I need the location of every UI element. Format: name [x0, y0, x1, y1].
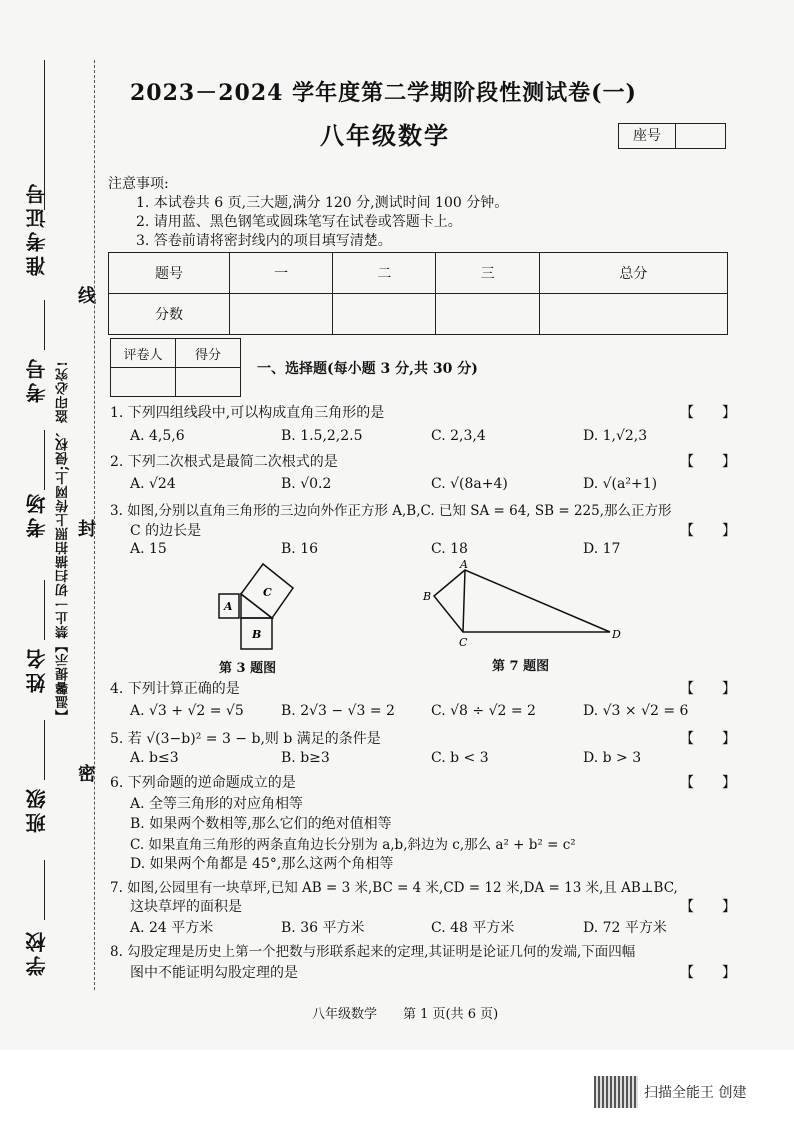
notes-heading: 注意事项:	[108, 176, 169, 192]
exam-subtitle: 八年级数学	[320, 121, 450, 150]
q2-option-a[interactable]: A. √24	[130, 476, 176, 492]
section-1-title: 一、选择题(每小题 3 分,共 30 分)	[257, 361, 478, 377]
q6-answer-bracket[interactable]: 【 】	[680, 775, 736, 791]
figure-7	[420, 560, 625, 650]
q1-stem: 1. 下列四组线段中,可以构成直角三角形的是	[110, 405, 385, 421]
page-footer: 八年级数学 第 1 页(共 6 页)	[312, 1007, 499, 1022]
scanner-watermark	[594, 1076, 746, 1108]
q2-answer-bracket[interactable]: 【 】	[680, 454, 736, 470]
score-cell[interactable]	[436, 294, 539, 335]
grader-table	[110, 338, 241, 397]
q3-stem: 3. 如图,分别以直角三角形的三边向外作正方形 A,B,C. 已知 SA = 64, SB = 225,那么正方形	[110, 503, 672, 519]
fig7-diagonal	[463, 570, 465, 632]
q1-option-b[interactable]: B. 1.5,2,2.5	[281, 428, 363, 444]
notes	[108, 175, 508, 251]
q3-answer-bracket[interactable]: 【 】	[680, 523, 736, 539]
room-underline	[44, 430, 45, 490]
school-label: 学校	[25, 928, 49, 976]
q2-option-c[interactable]: C. √(8a+4)	[431, 476, 508, 492]
q2-stem: 2. 下列二次根式是最简二次根式的是	[110, 454, 338, 470]
q6-option-c[interactable]: C. 如果直角三角形的两条直角边长分别为 a,b,斜边为 c,那么 a² + b² = c²	[130, 837, 576, 853]
score-header-cell: 一	[230, 253, 333, 294]
exam-no-label: 考号	[25, 355, 49, 403]
q7-option-c[interactable]: C. 48 平方米	[431, 920, 515, 936]
figure-3	[210, 558, 320, 650]
q8-answer-bracket[interactable]: 【 】	[680, 965, 736, 981]
q3-option-a[interactable]: A. 15	[130, 541, 167, 557]
score-cell[interactable]	[230, 294, 333, 335]
q7-option-b[interactable]: B. 36 平方米	[281, 920, 365, 936]
fig7-quadrilateral	[434, 570, 610, 632]
fig7-label-c: C	[459, 636, 468, 649]
q3-option-c[interactable]: C. 18	[431, 541, 468, 557]
score-header-cell: 题号	[109, 253, 230, 294]
q6-option-a[interactable]: A. 全等三角形的对应角相等	[130, 796, 304, 812]
q2-option-d[interactable]: D. √(a²+1)	[583, 476, 658, 492]
fig7-label-d: D	[612, 628, 621, 641]
score-row-label: 分数	[109, 294, 230, 335]
exam-no-underline	[44, 300, 45, 350]
class-label: 班级	[25, 785, 49, 833]
seal-char-seal: 封	[78, 519, 96, 540]
seal-char-line: 线	[78, 286, 96, 307]
q3-option-b[interactable]: B. 16	[281, 541, 319, 557]
q5-option-c[interactable]: C. b < 3	[431, 750, 489, 766]
score-table-header-row	[109, 253, 728, 294]
q4-option-c[interactable]: C. √8 ÷ √2 = 2	[431, 703, 536, 719]
q7-option-a[interactable]: A. 24 平方米	[130, 920, 214, 936]
q8-stem: 8. 勾股定理是历史上第一个把数与形联系起来的定理,其证明是论证几何的发端,下面四幅	[110, 944, 636, 960]
watermark-text: 扫描全能王 创建	[644, 1085, 747, 1101]
school-underline	[44, 860, 45, 920]
name-underline	[44, 580, 45, 640]
fig3-label-b: B	[252, 628, 262, 641]
q6-option-d[interactable]: D. 如果两个角都是 45°,那么这两个角相等	[130, 856, 394, 872]
score-cell[interactable]	[333, 294, 436, 335]
seat-number-box[interactable]	[618, 123, 726, 149]
grader-score-cell[interactable]	[176, 368, 241, 397]
q1-answer-bracket[interactable]: 【 】	[680, 405, 736, 421]
score-table	[108, 252, 728, 335]
grader-cell[interactable]	[111, 368, 176, 397]
ticket-label: 准考证号	[25, 180, 49, 276]
grader-score-label: 得分	[176, 339, 241, 368]
class-underline	[44, 720, 45, 780]
q4-answer-bracket[interactable]: 【 】	[680, 681, 736, 697]
q1-option-c[interactable]: C. 2,3,4	[431, 428, 486, 444]
q5-answer-bracket[interactable]: 【 】	[680, 731, 736, 747]
q5-option-d[interactable]: D. b > 3	[583, 750, 642, 766]
seal-sidebar	[0, 60, 104, 990]
q2-option-b[interactable]: B. √0.2	[281, 476, 332, 492]
q7-answer-bracket[interactable]: 【 】	[680, 899, 736, 915]
seat-number-field[interactable]	[676, 124, 725, 148]
seal-dashed-line	[94, 60, 95, 990]
seat-number-label: 座号	[619, 124, 676, 148]
q4-option-d[interactable]: D. √3 × √2 = 6	[583, 703, 689, 719]
q5-option-b[interactable]: B. b≥3	[281, 750, 330, 766]
grader-label: 评卷人	[111, 339, 176, 368]
q4-stem: 4. 下列计算正确的是	[110, 681, 240, 697]
fig7-label-b: B	[423, 590, 432, 603]
seal-char-secret: 密	[78, 764, 96, 785]
score-header-cell: 总分	[539, 253, 727, 294]
notes-item: 3. 答卷前请将密封线内的项目填写清楚。	[136, 233, 392, 249]
q5-stem: 5. 若 √(3−b)² = 3 − b,则 b 满足的条件是	[110, 731, 381, 747]
score-table-value-row	[109, 294, 728, 335]
q6-option-b[interactable]: B. 如果两个数相等,那么它们的绝对值相等	[130, 816, 392, 832]
figure-3-caption: 第 3 题图	[219, 661, 277, 676]
room-label: 考场	[25, 490, 49, 538]
q7-stem-cont: 这块草坪的面积是	[130, 899, 242, 915]
figure-7-caption: 第 7 题图	[492, 659, 550, 674]
qr-code-icon	[594, 1076, 638, 1108]
q4-option-b[interactable]: B. 2√3 − √3 = 2	[281, 703, 395, 719]
q4-option-a[interactable]: A. √3 + √2 = √5	[130, 703, 244, 719]
q1-option-a[interactable]: A. 4,5,6	[130, 428, 185, 444]
q8-stem-cont: 图中不能证明勾股定理的是	[130, 965, 298, 981]
q1-option-d[interactable]: D. 1,√2,3	[583, 428, 648, 444]
q3-option-d[interactable]: D. 17	[583, 541, 621, 557]
name-label: 姓名	[25, 645, 49, 693]
q7-option-d[interactable]: D. 72 平方米	[583, 920, 667, 936]
q3-stem-cont: C 的边长是	[130, 523, 202, 539]
q7-stem: 7. 如图,公园里有一块草坪,已知 AB = 3 米,BC = 4 米,CD = 12 米,DA = 13 米,且 AB⊥BC,	[110, 880, 678, 896]
fig3-label-a: A	[224, 600, 233, 613]
exam-title: 2023－2024 学年度第二学期阶段性测试卷(一)	[130, 80, 637, 106]
q6-stem: 6. 下列命题的逆命题成立的是	[110, 775, 296, 791]
score-header-cell: 二	[333, 253, 436, 294]
notes-item: 2. 请用蓝、黑色钢笔或圆珠笔写在试卷或答题卡上。	[136, 214, 462, 230]
score-header-cell: 三	[436, 253, 539, 294]
fig7-label-a: A	[460, 560, 468, 571]
fig3-label-c: C	[263, 586, 272, 599]
copyright-warning: 【温馨提示】禁止一切扫描拍照上传网上;侵权、盗印必究!	[56, 360, 71, 723]
score-cell[interactable]	[539, 294, 727, 335]
notes-item: 1. 本试卷共 6 页,三大题,满分 120 分,测试时间 100 分钟。	[136, 195, 509, 211]
q5-option-a[interactable]: A. b≤3	[130, 750, 179, 766]
